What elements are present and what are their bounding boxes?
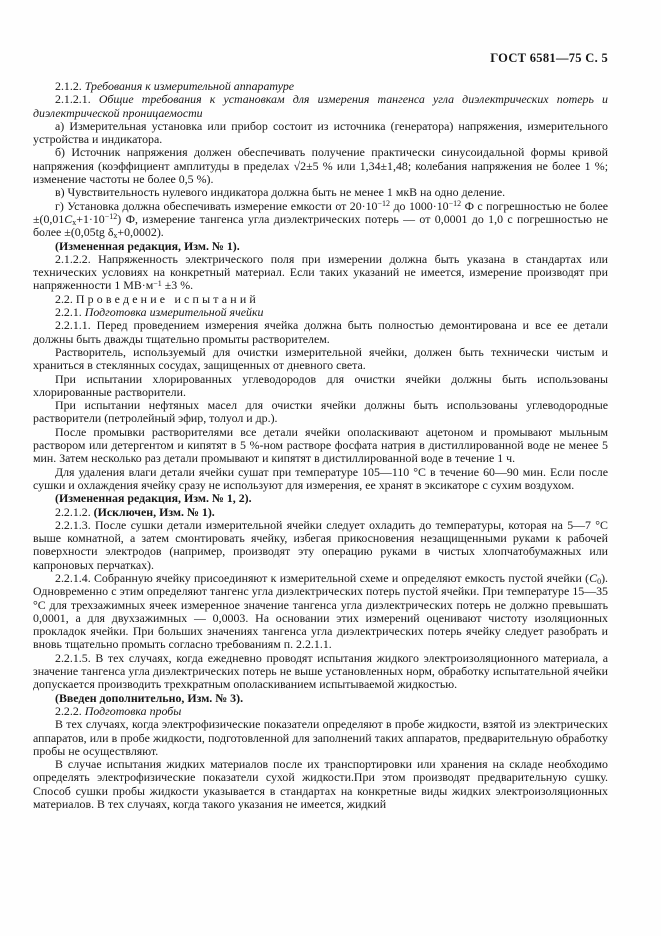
text-run: (Измененная редакция, Изм. № 1, 2). <box>55 491 252 506</box>
text-run: −12 <box>104 212 118 222</box>
text-run: 2.1.2.2. Напряженность электрического поля при измерении должна быть указана в стандартах или технических условиях на конкретный материал. Если таких указаний не имеется, измерение производят при напряженности 1 МВ·м <box>33 251 608 293</box>
text-run: х <box>72 217 77 227</box>
para-chlorinated <box>33 373 608 400</box>
text-run: C <box>64 211 73 226</box>
text-run: 2.2.1.1. Перед проведением измерения ячейка должна быть полностью демонтирована и все ее детали должны быть дважды тщательно промыты растворителем. <box>33 318 608 346</box>
para-drying <box>33 466 608 493</box>
text-run: +0,0002). <box>117 225 164 240</box>
text-run: б) Источник напряжения должен обеспечивать получение практически синусоидальной формы кривой напряжения (коэффициент амплитуды в пределах √2±5 % или 1,34±1,48; колебания напряжения не более 1 %; изменение частоты не более 0,5 %). <box>33 145 608 187</box>
para-washing <box>33 426 608 466</box>
text-run: 2.2. <box>55 291 76 306</box>
text-run: а) Измерительная установка или прибор состоит из источника (генератора) напряжения, измерительного устройства и индикатора. <box>33 118 608 147</box>
para-2-2-1-1 <box>33 319 608 346</box>
text-run: −12 <box>448 199 462 209</box>
para-2-2-1-3 <box>33 519 608 572</box>
para-a <box>33 120 608 147</box>
text-run: ). Одновременно с этим определяют тангенс угла диэлектрических потерь пустой ячейки. При температуре 15—35 °С для трехзажимных ячеек измеренное значение тангенса угла диэлектрических потерь не должно превышать 0,0001, а для двухзажимных — 0,0003. На основании этих измерений оценивают чистоту изоляционных прокладок ячейки. При больших значениях тангенса угла диэлектрических потерь ячейку следует разобрать и вновь тщательно промыть согласно требованиям п. 2.2.1.1. <box>33 570 608 652</box>
text-run: 0 <box>597 576 602 586</box>
para-2-1-2-2 <box>33 253 608 293</box>
text-run: 2.2.1.5. В тех случаях, когда ежедневно проводят испытания жидкого электроизоляционного материала, а значение тангенса угла диэлектрических потерь не выше установленных норм, обработку испытательной ячейки допускается производить трехкратным ополаскиванием испытываемой жидкостью. <box>33 650 608 692</box>
text-run: (Введен дополнительно, Изм. № 3). <box>55 690 244 705</box>
text-run: В случае испытания жидких материалов после их транспортировки или хранения на складе необходимо определять электрофизические показатели сухой жидкости.При этом производят предварительную сушку. Способ сушки пробы жидкости указывается в стандартах на конкретные виды жидких электроизоляционных материалов. В тех случаях, когда такого указания не имеется, жидкий <box>33 757 608 812</box>
text-run: ±3 %. <box>161 278 194 293</box>
para-g <box>33 200 608 240</box>
text-run: +1·10 <box>76 211 105 226</box>
text-run: Растворитель, используемый для очистки измерительной ячейки, должен быть технически чистым и храниться в стеклянных сосудах, защищенных от дневного света. <box>33 344 608 373</box>
page-header: ГОСТ 6581—75 С. 5 <box>490 51 608 65</box>
text-run: х <box>113 231 118 241</box>
text-run: 2.2.1.4. Собранную ячейку присоединяют к измерительной схеме и определяют емкость пустой ячейки ( <box>55 570 590 585</box>
text-run: г) Установка должна обеспечивать измерение емкости от 20·10 <box>55 198 378 213</box>
text-run: Требования к измерительной аппаратуре <box>84 79 295 93</box>
text-run: ) Ф, измерение тангенса угла диэлектрических потерь — от 0,0001 до 1,0 с погрешностью не более ±(0,05tg δ <box>33 211 608 240</box>
para-b <box>33 146 608 186</box>
heading-2-2-1 <box>33 306 608 319</box>
text-run: При испытании хлорированных углеводородов для очистки ячейки должны быть использованы хлорированные растворители. <box>33 371 608 399</box>
text-run: до 1000·10 <box>390 198 449 213</box>
para-2-2-1-2 <box>33 506 608 519</box>
text-run: (Исключен, Изм. № 1). <box>93 504 215 519</box>
text-run: −1 <box>153 278 162 288</box>
para-solvent <box>33 346 608 373</box>
text-run: 2.2.2. <box>55 703 85 718</box>
text-run: При испытании нефтяных масел для очистки ячейки должны быть использованы углеводородные растворители (петролейный эфир, толуол и др.). <box>33 398 608 426</box>
para-petroleum <box>33 399 608 426</box>
text-run: 2.2.1.3. После сушки детали измерительной ячейки следует охладить до температуры, которая на 5—7 °С выше комнатной, а затем смонтировать ячейку, избегая прикосновения незащищенными руками к рабочей поверхности электродов (например, производят эту операцию руками в чистых хлопчатобумажных или капроновых перчатках). <box>33 517 608 572</box>
note-amendment-1-2 <box>33 492 608 505</box>
para-sample-2 <box>33 758 608 811</box>
text-run: 2.2.1. <box>55 305 85 320</box>
text-run: в) Чувствительность нулевого индикатора должна быть не менее 1 мкВ на одно деление. <box>55 185 506 200</box>
heading-2-2 <box>33 293 608 306</box>
text-run: Ф с погрешностью не более ±(0,01 <box>33 198 609 226</box>
note-amendment-1 <box>33 240 608 253</box>
text-run: В тех случаях, когда электрофизические показатели определяют в пробе жидкости, взятой из электрических аппаратов, или в пробе жидкости, подготовленной для заполнений таких аппаратов, предварительную обработку пробы не осуществляют. <box>33 717 608 758</box>
para-2-2-1-5 <box>33 652 608 692</box>
text-run: C <box>589 570 598 585</box>
heading-2-1-2 <box>33 80 608 93</box>
text-run: После промывки растворителями все детали ячейки ополаскивают ацетоном и промывают мыльным раствором или детергентом и кипятят в 5 %-ном растворе фосфата натрия в дистиллированной воде не менее 5 мин. Затем несколько раз детали промывают и кипятят в дистиллированной воде в течение 1 ч. <box>33 424 608 466</box>
text-run: Проведение испытаний <box>75 291 259 306</box>
para-sample-1 <box>33 718 608 758</box>
para-v <box>33 186 608 199</box>
text-run: Подготовка пробы <box>84 703 182 718</box>
text-run: Для удаления влаги детали ячейки сушат при температуре 105—110 °С в течение 60—90 мин. Если после сушки и охлаждения ячейку сразу не используют для измерения, ее хранят в эксикаторе с сухим воздухом. <box>33 464 608 492</box>
text-run: 2.2.1.2. <box>55 504 94 519</box>
text-run: 2.1.2.1. <box>55 92 99 107</box>
text-run: Подготовка измерительной ячейки <box>84 305 264 320</box>
document-body <box>33 80 608 811</box>
text-run: −12 <box>377 199 391 209</box>
heading-2-2-2 <box>33 705 608 718</box>
note-amendment-3 <box>33 692 608 705</box>
heading-2-1-2-1 <box>33 93 608 120</box>
text-run: Общие требования к установкам для измерения тангенса угла диэлектрических потерь и диэлектрической проницаемости <box>33 92 608 120</box>
text-run: (Измененная редакция, Изм. № 1). <box>55 238 240 253</box>
para-2-2-1-4 <box>33 572 608 652</box>
text-run: 2.1.2. <box>55 79 85 93</box>
